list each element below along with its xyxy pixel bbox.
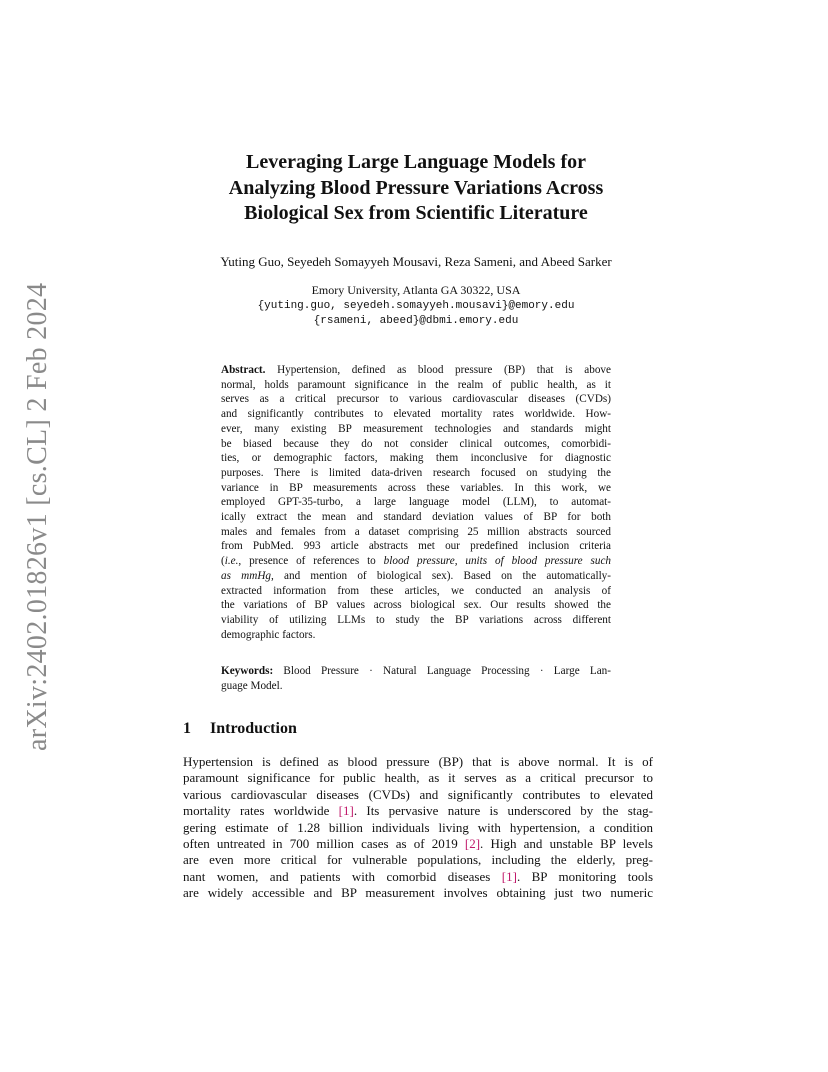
section-number: 1 <box>183 720 191 737</box>
abstract-line: ever, many existing BP measurement technologies and standards might <box>221 422 611 435</box>
body-line: gering estimate of 1.28 billion individuals living with hypertension, a condition <box>183 819 653 835</box>
section-heading <box>183 720 297 738</box>
abstract-text: Hypertension, defined as blood pressure (BP) that is above <box>265 364 611 376</box>
body-line: are widely accessible and BP measurement involves obtaining just two numeric <box>183 885 653 901</box>
body-line: various cardiovascular diseases (CVDs) and significantly contributes to elevated <box>183 786 653 802</box>
arxiv-identifier-stamp: arXiv:2402.01826v1 [cs.CL] 2 Feb 2024 <box>22 282 53 751</box>
keywords-text: Blood Pressure · Natural Language Processing · Large Lan- <box>273 665 611 677</box>
body-line: are even more critical for vulnerable populations, including the elderly, preg- <box>183 852 653 868</box>
body-text: . High and unstable BP levels <box>480 836 653 852</box>
abstract-line: males and females from a dataset comprising 25 million abstracts sourced <box>221 525 611 538</box>
abstract-line: serves as a critical precursor to various cardiovascular diseases (CVDs) <box>221 393 611 406</box>
body-line <box>183 803 653 819</box>
abstract-line: employed GPT-35-turbo, a large language model (LLM), to automat- <box>221 496 611 509</box>
keywords-line <box>221 664 611 679</box>
body-line: Hypertension is defined as blood pressure (BP) that is above normal. It is of <box>183 754 653 769</box>
abstract-text: ( <box>221 555 225 568</box>
abstract-line <box>221 363 611 378</box>
title-line: Leveraging Large Language Models for <box>246 151 586 173</box>
abstract-line: ically extract the mean and standard deviation values of BP for both <box>221 511 611 524</box>
abstract-label: Abstract. <box>221 364 266 376</box>
body-line: paramount significance for public health, as it serves as a critical precursor to <box>183 770 653 786</box>
email-line: {rsameni, abeed}@dbmi.emory.edu <box>313 315 519 327</box>
abstract-line: the variations of BP values across biological sex. Our results showed the <box>221 599 611 612</box>
abstract-line: normal, holds paramount significance in the realm of public health, as it <box>221 378 611 391</box>
abstract-line: viability of utilizing LLMs to study the BP variations across different <box>221 613 611 626</box>
abstract-text: presence of references to <box>241 555 384 568</box>
keywords-line: guage Model. <box>221 679 283 692</box>
abstract <box>221 363 611 642</box>
body-text: often untreated in 700 million cases as of 2019 <box>183 836 465 852</box>
body-text: . Its pervasive nature is underscored by the stag- <box>353 803 653 819</box>
citation-link[interactable]: [2] <box>464 836 481 852</box>
abstract-italic: i.e., <box>224 555 242 568</box>
body-text: mortality rates worldwide <box>183 803 339 819</box>
body-line <box>183 836 653 852</box>
citation-link[interactable]: [1] <box>501 868 517 884</box>
abstract-line: be biased because they do not consider clinical outcomes, comorbidi- <box>221 437 611 450</box>
abstract-italic: blood pressure, units of blood pressure such <box>383 555 611 568</box>
body-text: nant women, and patients with comorbid diseases <box>183 868 502 884</box>
abstract-line <box>221 554 611 569</box>
abstract-line: demographic factors. <box>221 628 316 641</box>
affiliation-block <box>150 283 682 330</box>
abstract-line: extracted information from these articles, we conducted an analysis of <box>221 584 611 597</box>
abstract-line: and significantly contributes to elevated mortality rates worldwide. How- <box>221 408 611 421</box>
title-line: Biological Sex from Scientific Literature <box>244 202 588 224</box>
citation-link[interactable]: [1] <box>338 803 354 819</box>
title-line: Analyzing Blood Pressure Variations Across <box>228 176 604 199</box>
keywords <box>221 664 611 693</box>
abstract-line: ties, or demographic factors, making them inconclusive for diagnostic <box>221 452 611 465</box>
institution: Emory University, Atlanta GA 30322, USA <box>311 283 521 297</box>
abstract-text: and mention of biological sex). Based on the automatically- <box>273 569 611 582</box>
section-title: Introduction <box>210 720 297 737</box>
abstract-line: variance in BP measurements across these variables. In this work, we <box>221 481 611 494</box>
paper-title <box>150 150 682 227</box>
abstract-italic: as mmHg, <box>221 569 274 582</box>
body-line <box>183 869 653 885</box>
introduction-paragraph <box>183 754 653 902</box>
email-line: {yuting.guo, seyedeh.somayyeh.mousavi}@emory.edu <box>257 299 575 312</box>
body-text: . BP monitoring tools <box>516 868 654 884</box>
keywords-label: Keywords: <box>221 665 274 677</box>
author-list: Yuting Guo, Seyedeh Somayyeh Mousavi, Reza Sameni, and Abeed Sarker <box>220 254 612 269</box>
abstract-line: from PubMed. 993 article abstracts met our predefined inclusion criteria <box>221 540 611 553</box>
abstract-line <box>221 569 611 584</box>
abstract-line: purposes. There is limited data-driven research focused on studying the <box>221 466 611 479</box>
